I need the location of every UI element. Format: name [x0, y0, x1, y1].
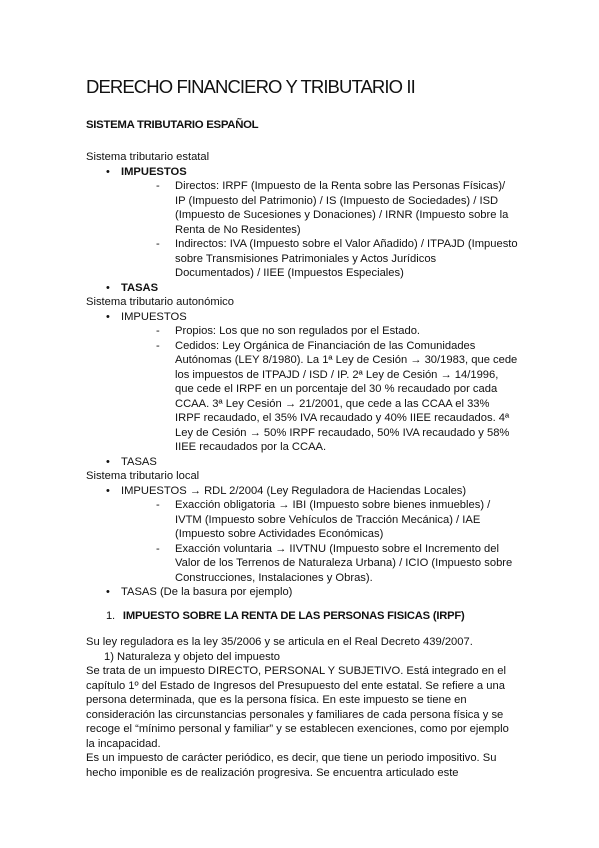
autonomico-impuestos-label: IMPUESTOS [121, 310, 187, 323]
autonomico-heading: Sistema tributario autonómico [86, 296, 234, 308]
irpf-paragraph-2: Es un impuesto de carácter periódico, es decir, que tiene un periodo impositivo. Su hecho imponible es de realización progresiva. Se encuentra articulado este [86, 752, 497, 779]
irpf-number: 1. [106, 609, 115, 622]
list-item [86, 484, 518, 586]
irpf-heading-text: IMPUESTO SOBRE LA RENTA DE LAS PERSONAS FISICAS (IRPF) [122, 609, 465, 622]
local-tasas-label: TASAS (De la basura por ejemplo) [121, 586, 293, 598]
autonomico-propios: - Propios: Los que no son regulados por el Estado. [121, 324, 518, 339]
estatal-list [86, 165, 518, 296]
estatal-directos: - Directos: IRPF (Impuesto de la Renta sobre las Personas Físicas)/ IP (Impuesto del Patrimonio) / IS (Impuesto de Sociedades) / ISD (Impuesto de Sucesiones y Donaciones) / IRNR (Impuesto sobre la Renta de No Residentes) [121, 179, 518, 237]
local-list [86, 484, 518, 600]
list-item [86, 281, 518, 296]
list-item [86, 310, 518, 455]
local-heading: Sistema tributario local [86, 470, 200, 482]
autonomico-cedidos: - Cedidos: Ley Orgánica de Financiación de las Comunidades Autónomas (LEY 8/1980). La 1ª Ley de Cesión → 30/1983, que cede los impuestos de ITPAJD / ISD / IP. 2ª Ley de Cesión → 14/1996, que cede el IRPF en un porcentaje del 30 % recaudado por cada CCAA. 3ª Ley Cesión → 21/2001, que cede a las CCAA el 33% IRPF recaudado, el 35% IVA recaudado y 40% IIEE recaudados. 4ª Ley de Cesión → 50% IRPF recaudado, 50% IVA recaudado y 58% IIEE recaudados por la CCAA. [121, 339, 518, 455]
document-title: DERECHO FINANCIERO Y TRIBUTARIO II [86, 76, 415, 97]
list-item [86, 165, 518, 281]
autonomico-tasas-label: TASAS [121, 455, 157, 468]
estatal-impuestos-sublist [121, 179, 518, 281]
estatal-heading: Sistema tributario estatal [86, 151, 210, 163]
autonomico-list [86, 310, 518, 470]
local-impuestos-label: IMPUESTOS → RDL 2/2004 (Ley Reguladora de Haciendas Locales) [121, 484, 467, 497]
local-impuestos-sublist [121, 498, 518, 585]
list-item [86, 585, 518, 600]
section-heading: SISTEMA TRIBUTARIO ESPAÑOL [86, 119, 259, 131]
irpf-heading [86, 609, 518, 624]
autonomico-impuestos-sublist [121, 324, 518, 455]
document-body [86, 150, 518, 780]
estatal-tasas-label: TASAS [121, 281, 159, 294]
local-obligatoria: - Exacción obligatoria → IBI (Impuesto sobre bienes inmuebles) / IVTM (Impuesto sobre Vehículos de Tracción Mecánica) / IAE (Impuesto sobre Actividades Económicas) [121, 498, 518, 542]
estatal-indirectos: - Indirectos: IVA (Impuesto sobre el Valor Añadido) / ITPAJD (Impuesto sobre Transmisiones Patrimoniales y Actos Jurídicos Documentados) / IIEE (Impuestos Especiales) [121, 237, 518, 281]
irpf-intro: Su ley reguladora es la ley 35/2006 y se articula en el Real Decreto 439/2007. [86, 636, 473, 648]
irpf-paragraph-1: Se trata de un impuesto DIRECTO, PERSONAL Y SUBJETIVO. Está integrado en el capítulo 1º del Estado de Ingresos del Presupuesto del ente estatal. Se refiere a una persona determinada, que es la persona física. En este impuesto se tiene en consideración las circunstancias personales y familiares de cada persona física y se recoge el “mínimo personal y familiar” y se establecen exenciones, como por ejemplo la incapacidad. [86, 665, 509, 750]
list-item [86, 455, 518, 470]
local-voluntaria: - Exacción voluntaria → IIVTNU (Impuesto sobre el Incremento del Valor de los Terrenos de Naturaleza Urbana) / ICIO (Impuesto sobre Construcciones, Instalaciones y Obras). [121, 542, 518, 586]
irpf-sub-heading: 1) Naturaleza y objeto del impuesto [104, 650, 280, 663]
estatal-impuestos-label: IMPUESTOS [121, 165, 187, 178]
